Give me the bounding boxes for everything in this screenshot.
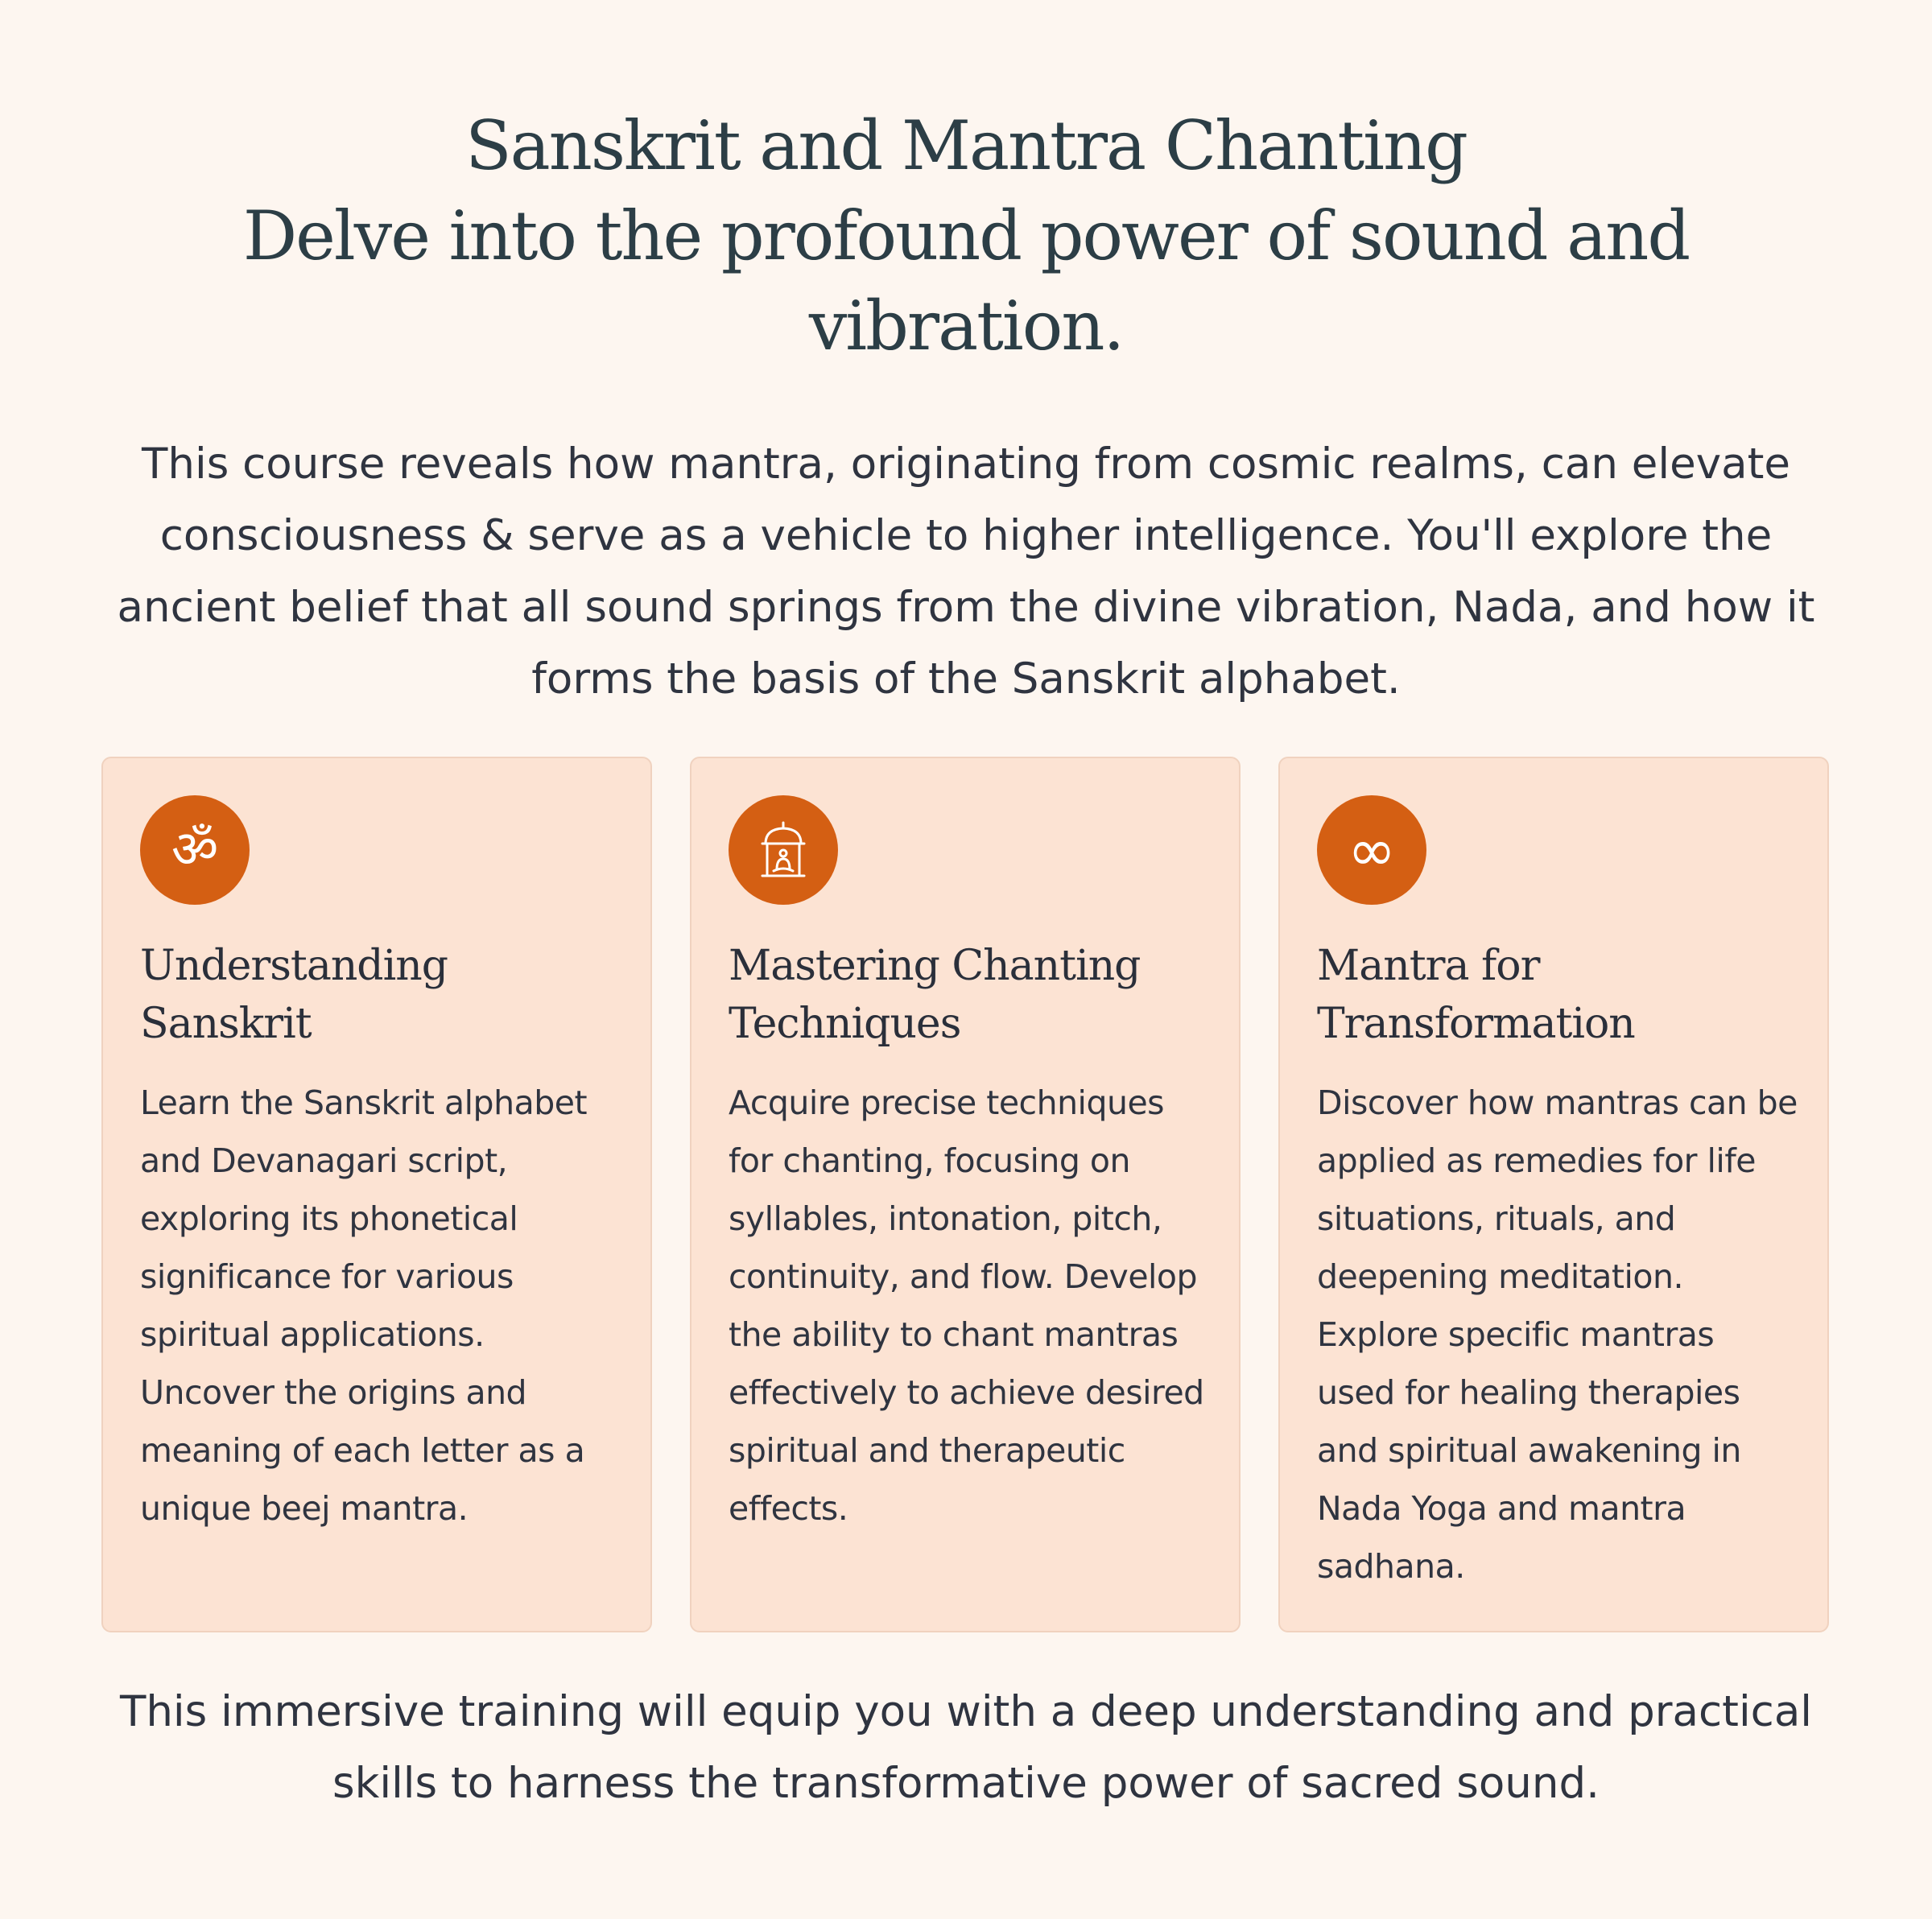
- card-title: Mastering Chanting Techniques: [729, 942, 1141, 1048]
- om-icon: [140, 795, 250, 905]
- meditation-temple-icon: [729, 795, 838, 905]
- page-subtitle: Delve into the profound power of sound and vibration.: [242, 196, 1690, 365]
- page-title: [80, 101, 1852, 371]
- om-glyph: ॐ: [171, 820, 219, 880]
- card-mantra-transformation: [1278, 757, 1829, 1632]
- card-title: Understanding Sanskrit: [140, 942, 448, 1048]
- card-body: Discover how mantras can be applied as remedies for life situations, rituals, and deepening meditation. Explore specific mantras used for healing therapies and spiritual awakening in Nada Yoga and mantra sadhana.: [1317, 1083, 1798, 1586]
- outro-paragraph: This immersive training will equip you with a deep understanding and practical skills to harness the transformative power of sacred sound.: [119, 1687, 1813, 1808]
- page-title-line1: Sanskrit and Mantra Chanting: [465, 106, 1467, 185]
- infinity-glyph: ∞: [1348, 816, 1396, 884]
- infinity-icon: [1317, 795, 1426, 905]
- card-body: Acquire precise techniques for chanting, focusing on syllables, intonation, pitch, continuity, and flow. Develop the ability to chant mantras effectively to achieve desired spiritual and therapeutic effects.: [729, 1083, 1204, 1528]
- card-mastering-chanting: [690, 757, 1241, 1632]
- feature-cards: [101, 757, 1831, 1634]
- card-body: Learn the Sanskrit alphabet and Devanagari script, exploring its phonetical significance for various spiritual applications. Uncover the origins and meaning of each letter as a unique beej mantra.: [140, 1083, 588, 1528]
- card-understanding-sanskrit: [101, 757, 652, 1632]
- intro-paragraph: This course reveals how mantra, originating from cosmic realms, can elevate consciousness & serve as a vehicle to higher intelligence. You'll explore the ancient belief that all sound springs from the divine vibration, Nada, and how it forms the basis of the Sanskrit alphabet.: [117, 440, 1815, 704]
- card-title: Mantra for Transformation: [1317, 942, 1635, 1048]
